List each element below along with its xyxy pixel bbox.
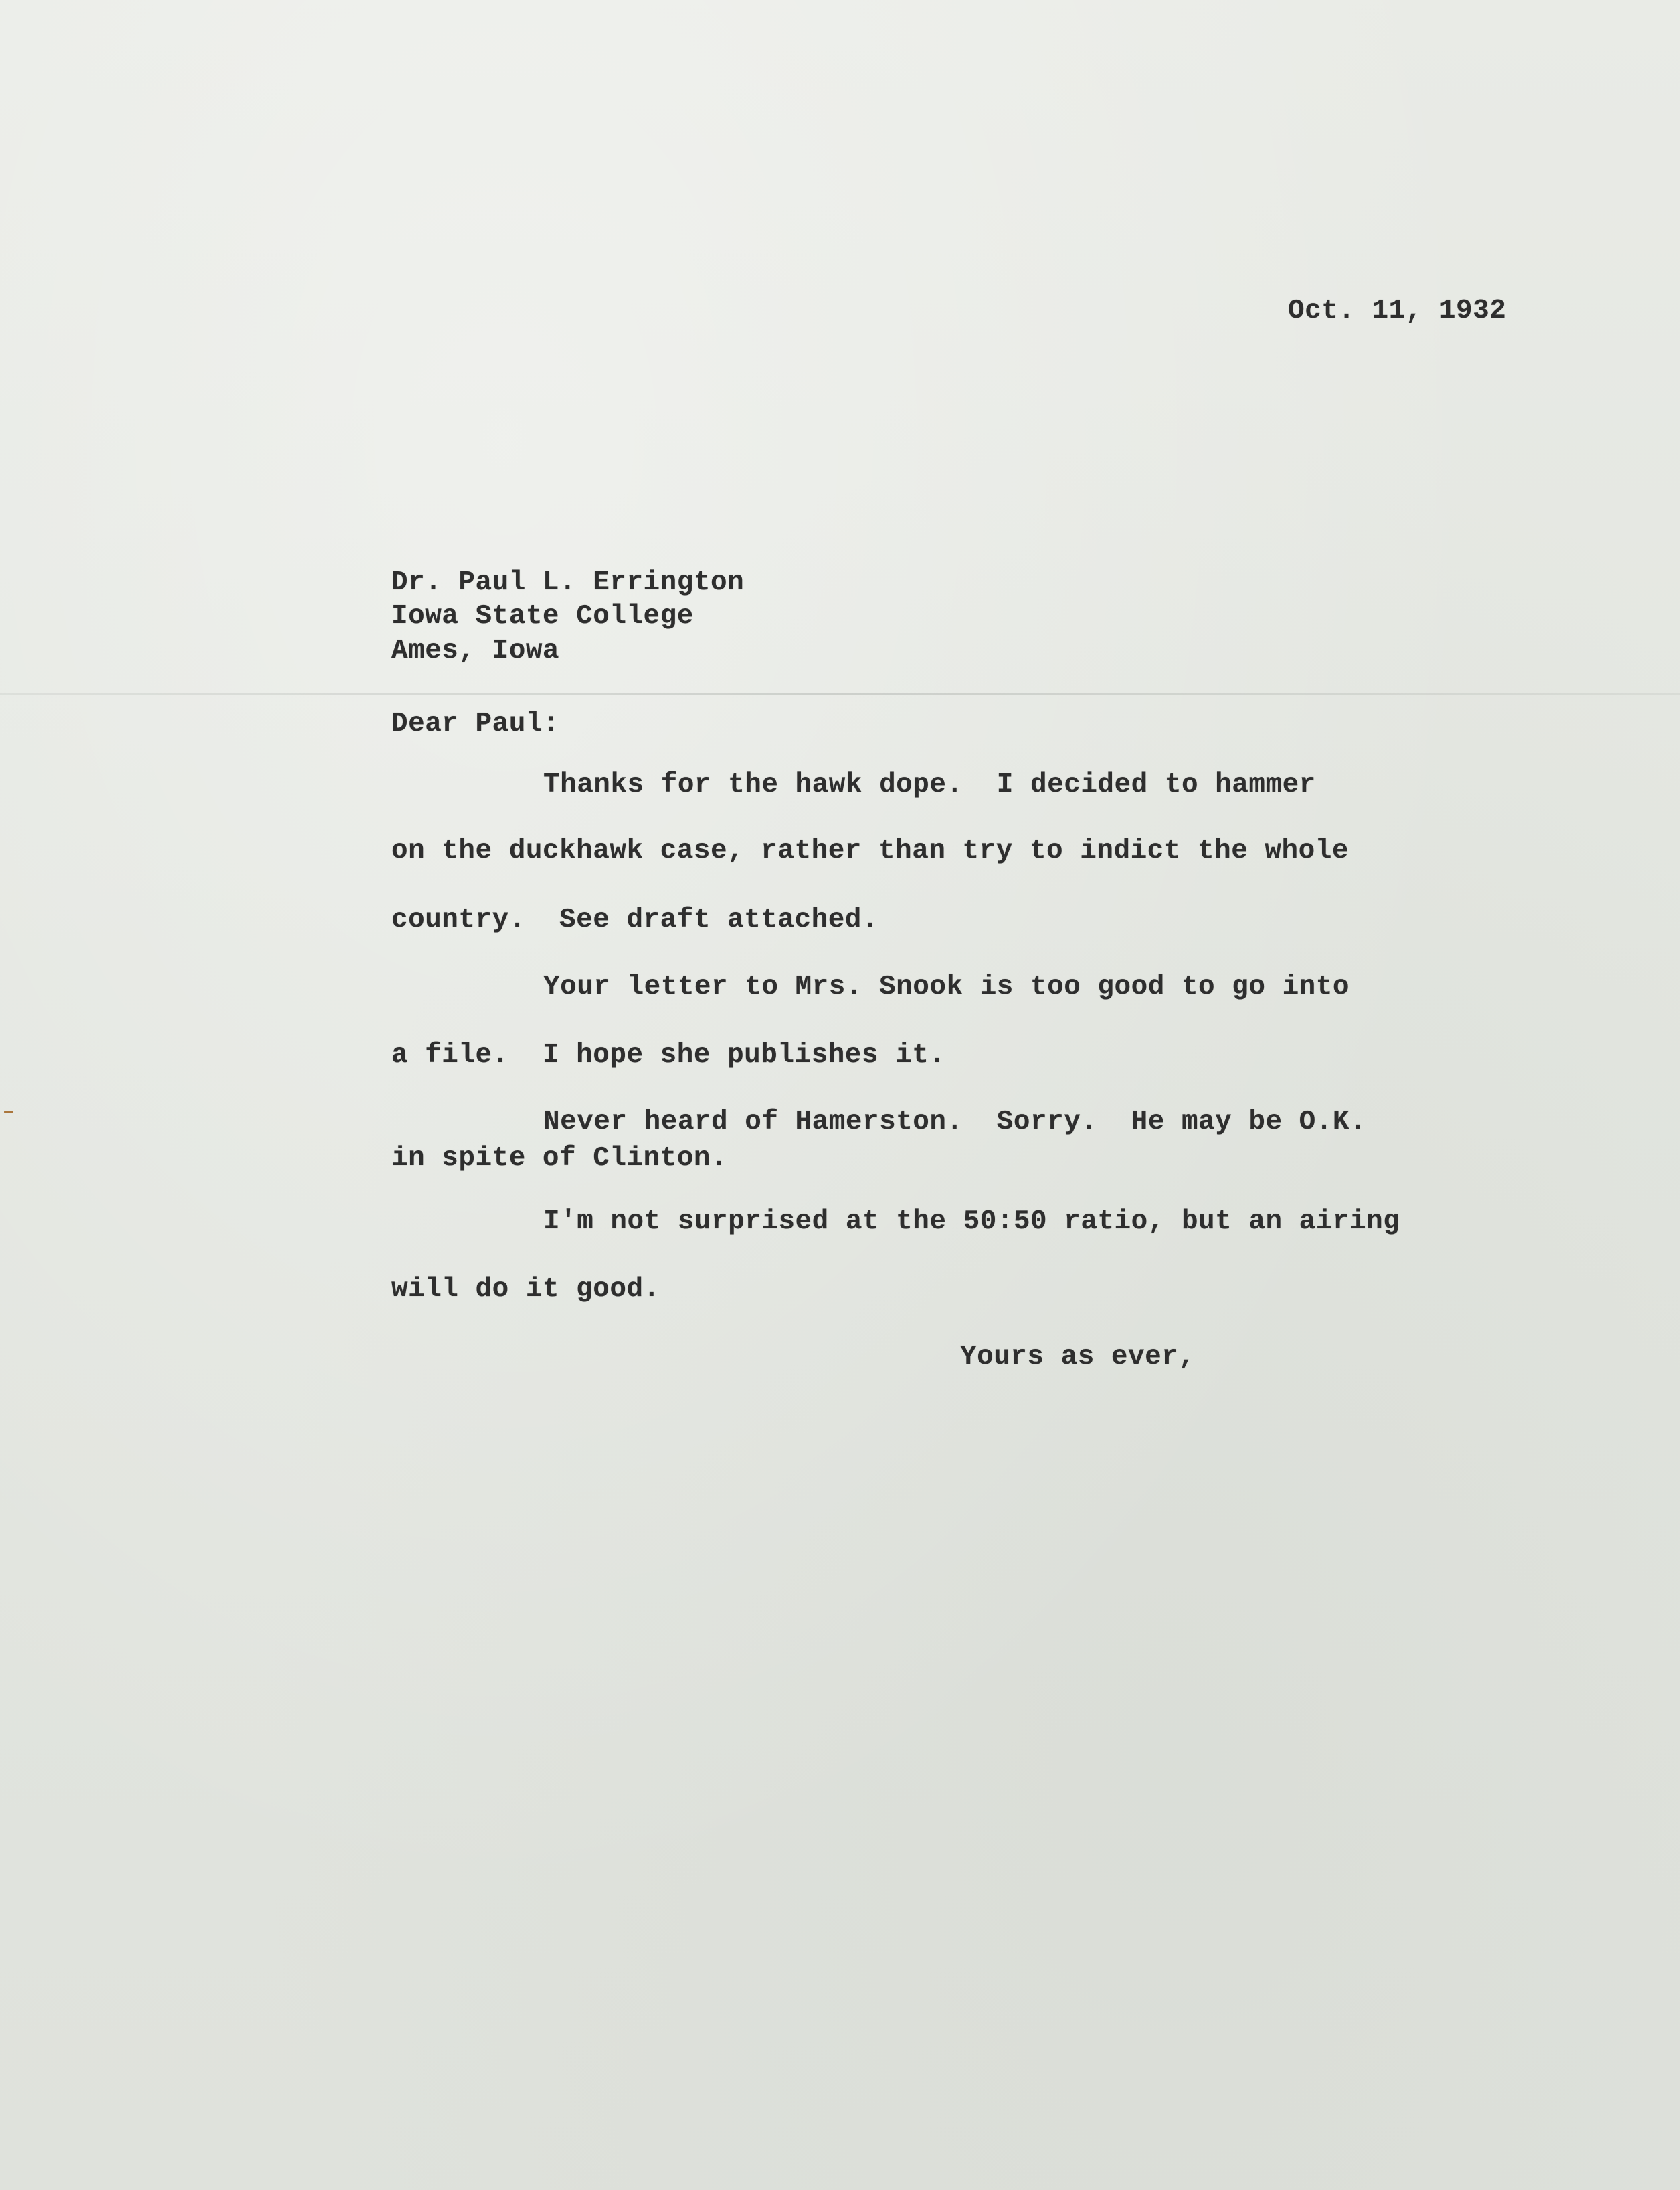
recipient-city: Ames, Iowa xyxy=(391,636,560,666)
closing: Yours as ever, xyxy=(960,1342,1196,1372)
recipient-name: Dr. Paul L. Errington xyxy=(391,567,745,598)
paragraph-2-line-2: a file. I hope she publishes it. xyxy=(391,1040,946,1071)
paragraph-1-line-1: Thanks for the hawk dope. I decided to hammer xyxy=(543,769,1316,800)
paper-fold-line xyxy=(0,693,1680,695)
paragraph-2-line-1: Your letter to Mrs. Snook is too good to go into xyxy=(543,972,1349,1002)
paragraph-3-line-1: Never heard of Hamerston. Sorry. He may be O.K. xyxy=(543,1107,1367,1137)
paragraph-4-line-2: will do it good. xyxy=(391,1274,660,1305)
paragraph-3-line-2: in spite of Clinton. xyxy=(391,1143,728,1174)
paragraph-1-line-3: country. See draft attached. xyxy=(391,905,879,935)
salutation: Dear Paul: xyxy=(391,709,560,739)
paragraph-4-line-1: I'm not surprised at the 50:50 ratio, but an airing xyxy=(543,1206,1400,1237)
letter-date: Oct. 11, 1932 xyxy=(1288,296,1507,327)
paragraph-1-line-2: on the duckhawk case, rather than try to indict the whole xyxy=(391,836,1349,866)
recipient-institution: Iowa State College xyxy=(391,601,694,632)
edge-mark xyxy=(4,1111,13,1113)
